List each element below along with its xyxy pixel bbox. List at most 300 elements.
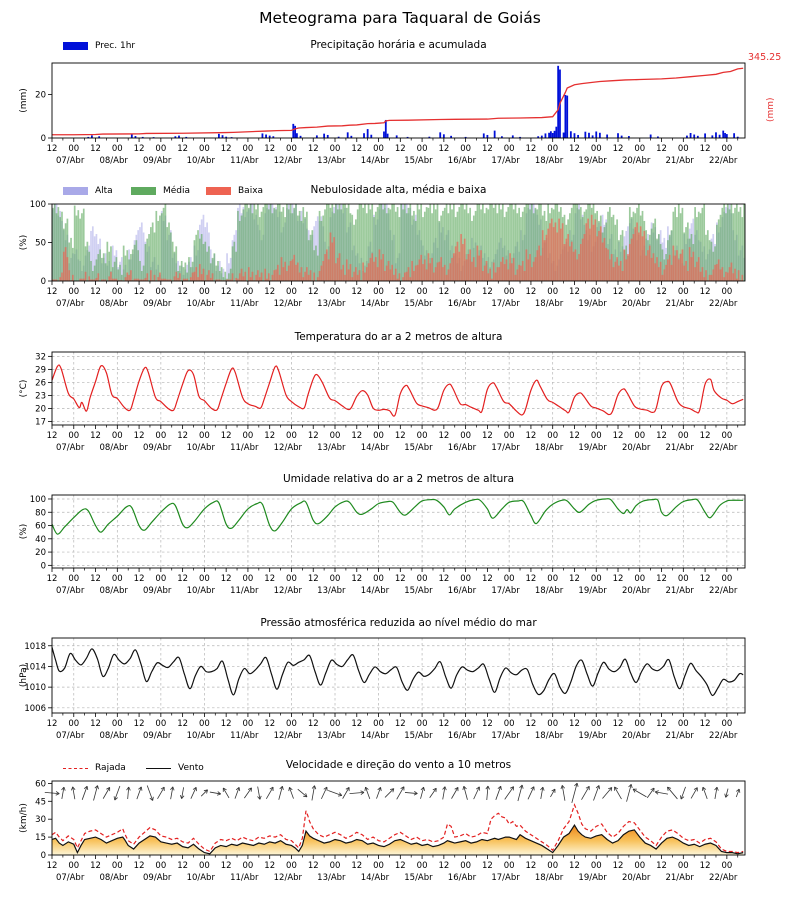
svg-text:12: 12 (656, 287, 667, 297)
svg-text:00: 00 (373, 431, 384, 441)
svg-text:12: 12 (133, 287, 145, 297)
svg-text:12: 12 (656, 574, 667, 584)
svg-text:22/Abr: 22/Abr (709, 586, 738, 596)
svg-text:09/Abr: 09/Abr (143, 873, 172, 883)
svg-text:00: 00 (155, 574, 167, 584)
svg-text:12: 12 (569, 144, 580, 154)
svg-text:12: 12 (177, 431, 189, 441)
svg-text:00: 00 (503, 287, 515, 297)
svg-text:12: 12 (612, 287, 624, 297)
svg-text:00: 00 (373, 861, 384, 871)
svg-text:00: 00 (329, 574, 341, 584)
svg-text:00: 00 (634, 861, 646, 871)
pressure-plot (19, 638, 745, 741)
svg-text:12: 12 (438, 861, 450, 871)
svg-text:17/Abr: 17/Abr (491, 156, 520, 166)
svg-text:21/Abr: 21/Abr (665, 299, 694, 309)
svg-text:00: 00 (677, 574, 689, 584)
svg-text:12: 12 (438, 287, 450, 297)
media-legend-label: Média (163, 186, 191, 196)
svg-text:12: 12 (394, 719, 406, 729)
svg-text:00: 00 (721, 861, 733, 871)
svg-text:12: 12 (438, 431, 450, 441)
svg-text:12/Abr: 12/Abr (273, 443, 303, 453)
svg-text:20: 20 (35, 90, 46, 101)
svg-text:08/Abr: 08/Abr (99, 731, 128, 741)
svg-text:1014: 1014 (24, 662, 46, 673)
svg-text:12: 12 (46, 431, 58, 441)
svg-text:00: 00 (242, 719, 254, 729)
svg-text:60: 60 (35, 521, 46, 532)
svg-text:00: 00 (547, 431, 559, 441)
svg-text:10/Abr: 10/Abr (186, 873, 215, 883)
svg-text:00: 00 (677, 287, 689, 297)
svg-text:20: 20 (35, 548, 46, 559)
svg-text:12: 12 (699, 144, 711, 154)
svg-text:12: 12 (525, 574, 537, 584)
svg-text:18/Abr: 18/Abr (534, 299, 564, 309)
svg-text:12: 12 (46, 719, 58, 729)
svg-text:12: 12 (351, 719, 363, 729)
cloud-legend-media (131, 185, 190, 197)
svg-text:00: 00 (198, 287, 210, 297)
svg-text:12: 12 (656, 144, 667, 154)
svg-text:00: 00 (329, 144, 341, 154)
svg-text:0: 0 (40, 134, 46, 144)
svg-text:50: 50 (35, 238, 46, 249)
svg-text:22/Abr: 22/Abr (709, 873, 738, 883)
svg-text:12: 12 (699, 719, 711, 729)
svg-text:12: 12 (90, 144, 101, 154)
svg-text:00: 00 (416, 719, 428, 729)
svg-text:00: 00 (286, 287, 297, 297)
svg-text:16/Abr: 16/Abr (447, 443, 477, 453)
svg-text:12: 12 (481, 287, 493, 297)
svg-text:17: 17 (35, 417, 46, 428)
wind-legend-vento (146, 762, 204, 774)
svg-text:00: 00 (155, 431, 167, 441)
svg-text:00: 00 (503, 719, 515, 729)
svg-text:07/Abr: 07/Abr (55, 731, 85, 741)
svg-text:21/Abr: 21/Abr (665, 873, 694, 883)
svg-text:00: 00 (155, 719, 167, 729)
svg-text:11/Abr: 11/Abr (230, 731, 259, 741)
svg-text:12: 12 (177, 861, 189, 871)
right-axis-unit-label: (mm) (766, 97, 776, 122)
precip-legend-swatch-icon (63, 42, 88, 50)
svg-text:19/Abr: 19/Abr (578, 731, 607, 741)
svg-text:12: 12 (525, 144, 537, 154)
svg-text:00: 00 (111, 861, 123, 871)
svg-text:00: 00 (590, 574, 602, 584)
svg-text:10/Abr: 10/Abr (186, 299, 215, 309)
svg-text:00: 00 (68, 431, 80, 441)
svg-text:12: 12 (307, 431, 319, 441)
baixa-legend-swatch-icon (206, 187, 231, 195)
svg-text:12: 12 (46, 861, 58, 871)
svg-text:00: 00 (198, 431, 210, 441)
svg-text:12: 12 (220, 574, 232, 584)
svg-text:00: 00 (721, 574, 733, 584)
svg-text:00: 00 (416, 144, 428, 154)
svg-text:00: 00 (547, 574, 559, 584)
svg-text:18/Abr: 18/Abr (534, 873, 564, 883)
svg-text:00: 00 (503, 574, 515, 584)
svg-text:00: 00 (68, 719, 80, 729)
svg-text:11/Abr: 11/Abr (230, 586, 259, 596)
svg-text:12: 12 (133, 144, 145, 154)
svg-text:11/Abr: 11/Abr (230, 156, 259, 166)
temperature-plot (19, 352, 745, 453)
svg-text:12: 12 (481, 861, 493, 871)
svg-text:15/Abr: 15/Abr (404, 156, 433, 166)
svg-text:12: 12 (264, 574, 276, 584)
svg-text:00: 00 (460, 431, 472, 441)
svg-text:12: 12 (351, 287, 363, 297)
svg-text:22/Abr: 22/Abr (709, 156, 738, 166)
svg-text:13/Abr: 13/Abr (317, 873, 346, 883)
svg-text:13/Abr: 13/Abr (317, 299, 346, 309)
svg-text:12: 12 (133, 719, 145, 729)
svg-text:00: 00 (721, 287, 733, 297)
svg-text:00: 00 (373, 574, 384, 584)
svg-text:12: 12 (90, 574, 101, 584)
svg-text:12: 12 (307, 287, 319, 297)
svg-text:12: 12 (438, 719, 450, 729)
svg-text:00: 00 (286, 574, 297, 584)
svg-text:00: 00 (460, 719, 472, 729)
svg-text:19/Abr: 19/Abr (578, 586, 607, 596)
svg-text:00: 00 (242, 287, 254, 297)
svg-text:12: 12 (220, 719, 232, 729)
svg-text:00: 00 (503, 431, 515, 441)
svg-text:21/Abr: 21/Abr (665, 731, 694, 741)
cloud-legend-alta (63, 185, 113, 197)
svg-text:13/Abr: 13/Abr (317, 156, 346, 166)
svg-text:12: 12 (569, 861, 580, 871)
svg-text:00: 00 (721, 719, 733, 729)
wind-chart-title: Velocidade e direção do vento a 10 metros (285, 759, 512, 771)
svg-text:20/Abr: 20/Abr (621, 731, 651, 741)
svg-text:17/Abr: 17/Abr (491, 443, 520, 453)
svg-text:00: 00 (198, 574, 210, 584)
svg-text:12: 12 (307, 574, 319, 584)
svg-text:09/Abr: 09/Abr (143, 731, 172, 741)
svg-text:12: 12 (699, 574, 711, 584)
svg-text:09/Abr: 09/Abr (143, 443, 172, 453)
rajada-legend-label: Rajada (95, 763, 126, 773)
svg-text:00: 00 (198, 861, 210, 871)
svg-text:12: 12 (569, 719, 580, 729)
svg-text:80: 80 (35, 508, 46, 519)
svg-text:20/Abr: 20/Abr (621, 443, 651, 453)
svg-text:00: 00 (547, 144, 559, 154)
svg-text:12: 12 (177, 144, 189, 154)
svg-text:00: 00 (286, 719, 297, 729)
svg-text:14/Abr: 14/Abr (360, 731, 390, 741)
svg-text:00: 00 (460, 861, 472, 871)
svg-text:12: 12 (394, 287, 406, 297)
svg-text:00: 00 (242, 144, 254, 154)
precipitation-chart-title: Precipitação horária e acumulada (310, 39, 487, 51)
svg-text:00: 00 (242, 431, 254, 441)
svg-text:14/Abr: 14/Abr (360, 443, 390, 453)
cloud-legend-baixa (206, 185, 263, 197)
svg-text:00: 00 (634, 431, 646, 441)
baixa-legend-label: Baixa (238, 186, 264, 196)
svg-text:12: 12 (307, 144, 319, 154)
svg-text:14/Abr: 14/Abr (360, 586, 390, 596)
svg-text:12/Abr: 12/Abr (273, 299, 303, 309)
svg-text:00: 00 (242, 861, 254, 871)
svg-text:00: 00 (547, 861, 559, 871)
svg-text:00: 00 (416, 431, 428, 441)
svg-text:00: 00 (677, 144, 689, 154)
svg-text:12: 12 (394, 861, 406, 871)
svg-text:07/Abr: 07/Abr (55, 443, 85, 453)
svg-text:17/Abr: 17/Abr (491, 299, 520, 309)
svg-text:00: 00 (68, 287, 80, 297)
svg-text:12: 12 (220, 431, 232, 441)
svg-text:15: 15 (35, 833, 46, 844)
humidity-chart-title: Umidade relativa do ar a 2 metros de altura (282, 473, 515, 485)
svg-text:29: 29 (35, 365, 46, 376)
svg-text:12: 12 (525, 431, 537, 441)
svg-text:45: 45 (35, 797, 46, 808)
svg-text:08/Abr: 08/Abr (99, 299, 128, 309)
svg-text:08/Abr: 08/Abr (99, 873, 128, 883)
temperature-chart-title: Temperatura do ar a 2 metros de altura (294, 331, 503, 343)
svg-text:19/Abr: 19/Abr (578, 156, 607, 166)
wind-direction-arrows (45, 783, 740, 803)
svg-text:12: 12 (264, 431, 276, 441)
svg-text:12: 12 (220, 144, 232, 154)
svg-text:00: 00 (286, 431, 297, 441)
svg-text:21/Abr: 21/Abr (665, 156, 694, 166)
svg-text:11/Abr: 11/Abr (230, 873, 259, 883)
svg-text:22/Abr: 22/Abr (709, 443, 738, 453)
pressure-chart-title: Pressão atmosférica reduzida ao nível médio do mar (260, 617, 537, 629)
svg-text:12/Abr: 12/Abr (273, 586, 303, 596)
svg-text:11/Abr: 11/Abr (230, 443, 259, 453)
svg-text:00: 00 (329, 861, 341, 871)
svg-text:00: 00 (503, 144, 515, 154)
svg-text:1006: 1006 (24, 703, 46, 714)
svg-text:07/Abr: 07/Abr (55, 873, 85, 883)
svg-text:00: 00 (721, 431, 733, 441)
svg-text:12: 12 (481, 719, 493, 729)
svg-text:12: 12 (133, 861, 145, 871)
svg-text:00: 00 (634, 574, 646, 584)
svg-text:12: 12 (264, 719, 276, 729)
svg-text:20/Abr: 20/Abr (621, 156, 651, 166)
svg-text:60: 60 (35, 779, 46, 790)
svg-text:00: 00 (373, 287, 384, 297)
svg-text:12: 12 (90, 719, 101, 729)
svg-text:12: 12 (612, 861, 624, 871)
svg-text:00: 00 (677, 861, 689, 871)
svg-text:(°C): (°C) (19, 379, 29, 398)
svg-text:12: 12 (351, 574, 363, 584)
svg-text:18/Abr: 18/Abr (534, 731, 564, 741)
svg-text:00: 00 (590, 287, 602, 297)
svg-text:100: 100 (29, 200, 46, 210)
svg-text:00: 00 (111, 144, 123, 154)
svg-text:12: 12 (612, 719, 624, 729)
svg-text:15/Abr: 15/Abr (404, 443, 433, 453)
svg-text:00: 00 (460, 144, 472, 154)
svg-text:12: 12 (264, 861, 276, 871)
vento-solid-line-icon (146, 768, 171, 769)
svg-text:00: 00 (155, 287, 167, 297)
svg-text:22/Abr: 22/Abr (709, 299, 738, 309)
svg-text:12/Abr: 12/Abr (273, 156, 303, 166)
svg-text:12: 12 (394, 574, 406, 584)
svg-text:(%): (%) (19, 523, 29, 540)
svg-text:12: 12 (90, 287, 101, 297)
svg-text:09/Abr: 09/Abr (143, 299, 172, 309)
svg-text:00: 00 (590, 861, 602, 871)
svg-text:09/Abr: 09/Abr (143, 156, 172, 166)
svg-text:00: 00 (373, 719, 384, 729)
svg-text:15/Abr: 15/Abr (404, 873, 433, 883)
svg-text:(km/h): (km/h) (19, 803, 29, 833)
svg-text:07/Abr: 07/Abr (55, 586, 85, 596)
svg-text:11/Abr: 11/Abr (230, 299, 259, 309)
svg-text:12: 12 (656, 431, 667, 441)
svg-text:1018: 1018 (24, 641, 46, 652)
svg-text:26: 26 (35, 378, 46, 389)
svg-text:20/Abr: 20/Abr (621, 873, 651, 883)
svg-text:20/Abr: 20/Abr (621, 299, 651, 309)
svg-text:07/Abr: 07/Abr (55, 299, 85, 309)
svg-text:00: 00 (68, 144, 80, 154)
svg-text:12: 12 (699, 287, 711, 297)
svg-text:23: 23 (35, 391, 46, 402)
svg-text:08/Abr: 08/Abr (99, 443, 128, 453)
svg-text:00: 00 (590, 431, 602, 441)
svg-text:12: 12 (351, 861, 363, 871)
svg-text:12: 12 (90, 431, 101, 441)
svg-text:19/Abr: 19/Abr (578, 873, 607, 883)
svg-text:20/Abr: 20/Abr (621, 586, 651, 596)
media-legend-swatch-icon (131, 187, 156, 195)
svg-text:00: 00 (329, 287, 341, 297)
precip-legend-item (63, 40, 135, 52)
svg-text:21/Abr: 21/Abr (665, 443, 694, 453)
svg-text:22/Abr: 22/Abr (709, 731, 738, 741)
svg-text:12: 12 (307, 719, 319, 729)
svg-text:20: 20 (35, 404, 46, 415)
svg-text:00: 00 (634, 719, 646, 729)
svg-text:12: 12 (307, 861, 319, 871)
svg-text:13/Abr: 13/Abr (317, 586, 346, 596)
svg-text:12: 12 (612, 574, 624, 584)
svg-text:08/Abr: 08/Abr (99, 156, 128, 166)
vento-legend-label: Vento (178, 763, 204, 773)
svg-text:12: 12 (394, 144, 406, 154)
svg-text:12: 12 (46, 574, 58, 584)
svg-text:12: 12 (699, 431, 711, 441)
svg-text:15/Abr: 15/Abr (404, 731, 433, 741)
wind-plot (19, 779, 745, 883)
svg-text:12: 12 (525, 861, 537, 871)
alta-legend-label: Alta (95, 186, 113, 196)
svg-text:12: 12 (656, 861, 667, 871)
svg-text:1010: 1010 (24, 683, 46, 694)
svg-text:16/Abr: 16/Abr (447, 873, 477, 883)
humidity-plot (19, 495, 745, 596)
svg-text:12: 12 (438, 144, 450, 154)
svg-text:00: 00 (286, 861, 297, 871)
svg-text:00: 00 (373, 144, 384, 154)
svg-text:12: 12 (481, 574, 493, 584)
svg-text:19/Abr: 19/Abr (578, 299, 607, 309)
precip-legend-label: Prec. 1hr (95, 41, 136, 51)
svg-text:12: 12 (438, 574, 450, 584)
svg-text:12: 12 (177, 574, 189, 584)
svg-text:10/Abr: 10/Abr (186, 156, 215, 166)
svg-text:00: 00 (155, 861, 167, 871)
svg-text:00: 00 (286, 144, 297, 154)
svg-text:12: 12 (481, 144, 493, 154)
svg-text:00: 00 (416, 574, 428, 584)
svg-text:12: 12 (177, 719, 189, 729)
svg-text:(%): (%) (19, 234, 29, 251)
svg-text:12: 12 (351, 431, 363, 441)
svg-text:00: 00 (460, 574, 472, 584)
svg-text:12: 12 (525, 287, 537, 297)
svg-text:00: 00 (721, 144, 733, 154)
svg-text:12: 12 (394, 431, 406, 441)
svg-text:12/Abr: 12/Abr (273, 873, 303, 883)
svg-text:18/Abr: 18/Abr (534, 156, 564, 166)
svg-text:12: 12 (481, 431, 493, 441)
svg-text:12: 12 (612, 431, 624, 441)
svg-text:00: 00 (416, 287, 428, 297)
svg-text:00: 00 (329, 431, 341, 441)
svg-text:40: 40 (35, 534, 46, 545)
svg-text:00: 00 (111, 287, 123, 297)
svg-text:15/Abr: 15/Abr (404, 586, 433, 596)
svg-text:00: 00 (111, 574, 123, 584)
svg-text:10/Abr: 10/Abr (186, 586, 215, 596)
svg-text:00: 00 (198, 144, 210, 154)
svg-text:12: 12 (264, 287, 276, 297)
svg-text:00: 00 (547, 719, 559, 729)
svg-text:12: 12 (612, 144, 624, 154)
svg-text:19/Abr: 19/Abr (578, 443, 607, 453)
svg-text:32: 32 (35, 352, 46, 363)
svg-text:12: 12 (656, 719, 667, 729)
svg-text:00: 00 (416, 861, 428, 871)
svg-text:00: 00 (329, 719, 341, 729)
svg-text:12: 12 (220, 861, 232, 871)
svg-text:17/Abr: 17/Abr (491, 873, 520, 883)
svg-text:12: 12 (90, 861, 101, 871)
svg-text:00: 00 (460, 287, 472, 297)
svg-text:0: 0 (40, 851, 46, 861)
svg-text:10/Abr: 10/Abr (186, 443, 215, 453)
svg-text:14/Abr: 14/Abr (360, 873, 390, 883)
svg-text:00: 00 (634, 144, 646, 154)
svg-text:00: 00 (68, 574, 80, 584)
svg-text:00: 00 (111, 431, 123, 441)
svg-text:00: 00 (547, 287, 559, 297)
page-title: Meteograma para Taquaral de Goiás (259, 9, 541, 27)
svg-text:12/Abr: 12/Abr (273, 731, 303, 741)
svg-text:(mm): (mm) (19, 88, 29, 113)
